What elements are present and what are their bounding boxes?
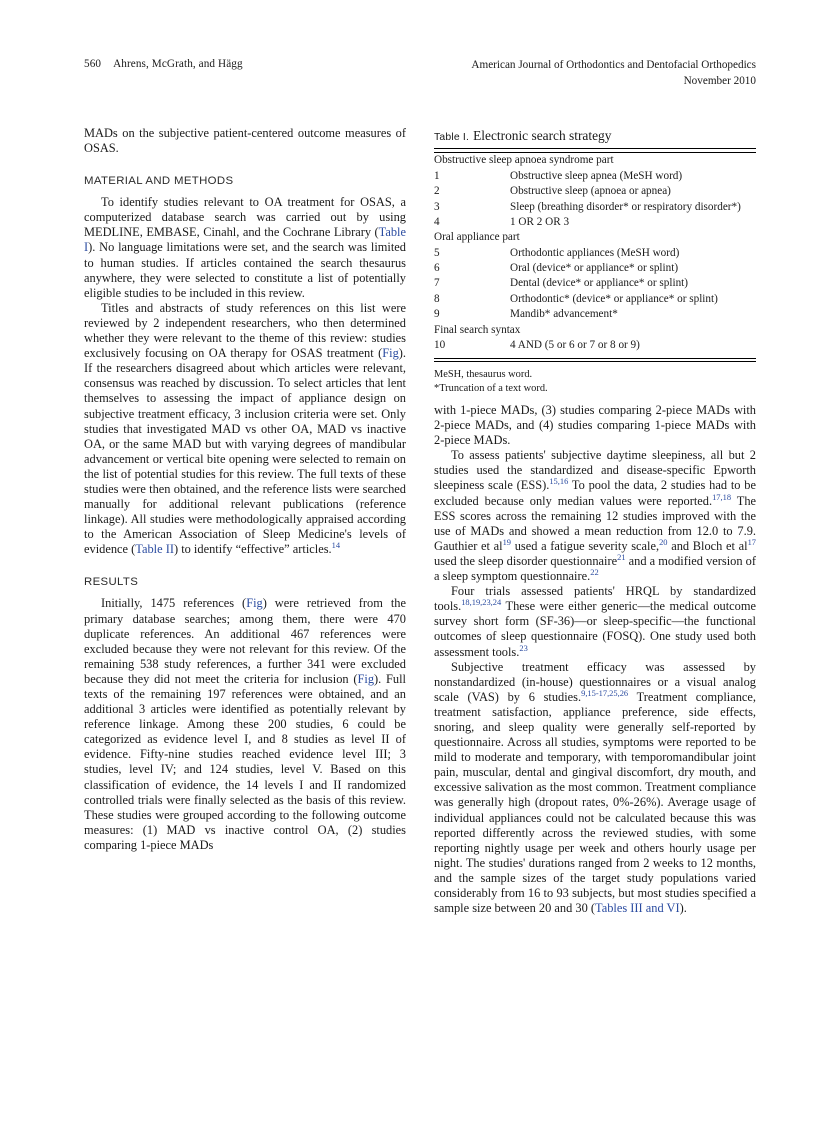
running-head-authors: Ahrens, McGrath, and Hägg (113, 58, 243, 70)
ess-text-a: To assess patients' subjective daytime sleepiness, all but 2 studies used the standardized and disease-specific Epworth sleepiness scale (ESS). (434, 448, 756, 493)
table-footnotes (434, 362, 756, 396)
paragraph-continued: MADs on the subjective patient-centered outcome measures of OSAS. (84, 126, 406, 156)
right-column (434, 403, 756, 916)
table-cell-term: Orthodontic* (device* or appliance* or splint) (510, 292, 718, 305)
table-cell-number: 10 (434, 338, 446, 351)
table-cell-number: 4 (434, 215, 440, 228)
methods-p2-text-a: Titles and abstracts of study references on this list were reviewed by 2 independent researchers, who then determined whether they were relevant to the theme of this review: studies exclusively focusing on OA therapy for OSAS treatment ( (84, 300, 406, 361)
methods-p1-text-a: To identify studies relevant to OA treatment for OSAS, a computerized database search was carried out by using MEDLINE, EMBASE, Cinahl, and the Cochrane Library ( (84, 195, 406, 240)
reference-marker-17-18[interactable]: 17,18 (712, 491, 732, 502)
table-title: Electronic search strategy (473, 128, 612, 143)
table-footnote: *Truncation of a text word. (434, 382, 548, 394)
reference-marker-23[interactable]: 23 (519, 642, 528, 653)
table-caption (434, 128, 756, 148)
table-label: Table I. (434, 132, 470, 143)
table-i-container (434, 128, 756, 396)
table-cell-term: Mandib* advancement* (510, 308, 618, 321)
table-cell-number: 6 (434, 262, 440, 275)
table-cell-term: Orthodontic appliances (MeSH word) (510, 246, 680, 259)
running-head (84, 58, 756, 100)
table-row (434, 184, 756, 199)
search-strategy-table (434, 153, 756, 353)
right-paragraph-hrql (434, 584, 756, 659)
link-table-ii[interactable]: Table II (135, 542, 174, 557)
table-row (434, 338, 756, 353)
efficacy-text-a: Subjective treatment efficacy was assessed by nonstandardized (in-house) questionnaires or a visual analog scale (VAS) by 6 studies. (434, 659, 756, 704)
results-p1-text-b: ) were retrieved from the primary database searches; among them, there were 470 duplicate references. An additional 467 references were excluded because they were not relevant for this review. Of the remaining 538 study references, a further 341 were excluded because they did not meet the criteria for inclusion ( (84, 596, 406, 686)
link-figure-1[interactable]: Fig (382, 346, 399, 361)
table-cell-number: 9 (434, 308, 440, 321)
table-footnote: MeSH, thesaurus word. (434, 368, 533, 380)
page-number: 560 (84, 58, 102, 70)
ess-text-c: The ESS scores across the remaining 12 studies improved with the use of MADs and showed a mean reduction from 12.0 to 7.9. Gauthier et al (434, 493, 757, 553)
heading-material-and-methods: MATERIAL AND METHODS (84, 175, 234, 188)
results-p1-text-c: ). Full texts of the remaining 197 references were obtained, and an additional 3 articles were identified as potentially relevant by reference linkage. Among these 200 studies, 6 could be categorized as evidence level I, and 8 studies as level II of evidence. Fifty-nine studies reached evidence level III; 3 studies, level IV; and 124 studies, level V. Based on this classification of evidence, the 14 levels I and II randomized controlled trials were finally selected as the basis of this review. These studies were grouped according to the following outcome measures: (1) MAD vs inactive control OA, (2) studies comparing 1-piece MADs (84, 671, 407, 852)
table-row (434, 230, 756, 245)
hrql-text-a: Four trials assessed patients' HRQL by standardized tools. (434, 584, 756, 614)
methods-p1-text-b: ). No language limitations were set, and the search was limited to human studies. If articles contained the search thesaurus anywhere, they were selected to constitute a list of potentially eligible studies to be included in this review. (84, 240, 406, 300)
table-cell-term: Obstructive sleep (apnoea or apnea) (510, 185, 671, 198)
table-cell-term: Obstructive sleep apnea (MeSH word) (510, 169, 683, 182)
link-figure-2[interactable]: Fig (246, 596, 263, 611)
hrql-text-b: These were either generic—the medical outcome survey short form (SF-36)—or sleep-specific—the functional outcomes of sleep questionnaire (FOSQ). One study used both assessment tools. (434, 599, 756, 659)
link-tables-iii-vi[interactable]: Tables III and VI (595, 901, 680, 916)
running-head-left (84, 58, 243, 70)
table-cell-term: Sleep (breathing disorder* or respiratory disorder*) (510, 200, 741, 213)
methods-paragraph-2 (84, 301, 406, 558)
table-row (434, 168, 756, 183)
table-cell-number: 2 (434, 185, 440, 198)
reference-marker-22[interactable]: 22 (590, 566, 599, 577)
efficacy-text-c: ). (679, 901, 687, 916)
table-row (434, 245, 756, 260)
table-group-heading: Oral appliance part (434, 231, 520, 244)
heading-results: RESULTS (84, 576, 139, 589)
table-cell-term: 1 OR 2 OR 3 (510, 215, 570, 228)
table-row (434, 307, 756, 322)
table-row (434, 276, 756, 291)
reference-marker-20[interactable]: 20 (659, 536, 668, 547)
table-row (434, 291, 756, 306)
table-cell-number: 7 (434, 277, 440, 290)
reference-marker-18-19-23-24[interactable]: 18,19,23,24 (461, 597, 502, 608)
right-paragraph-efficacy (434, 660, 756, 917)
table-cell-number: 1 (434, 169, 440, 182)
right-paragraph-ess (434, 448, 756, 584)
methods-p2-text-c: ) to identify “effective” articles. (173, 542, 332, 557)
reference-marker-17[interactable]: 17 (747, 536, 757, 547)
table-row (434, 322, 756, 337)
right-paragraph-continued: with 1-piece MADs, (3) studies comparing 2-piece MADs with 2-piece MADs, and (4) studies comparing 1-piece MADs with 2-piece MADs. (434, 403, 756, 448)
table-cell-term: Dental (device* or appliance* or splint) (510, 277, 689, 290)
table-row (434, 153, 756, 168)
ess-text-e: and Bloch et al (667, 538, 748, 553)
methods-paragraph-1 (84, 195, 406, 301)
ess-text-d: used a fatigue severity scale, (511, 538, 660, 553)
ess-text-g: and a modified version of a sleep symptom questionnaire. (434, 553, 756, 584)
results-paragraph-1 (84, 596, 406, 853)
table-row (434, 215, 756, 230)
ess-text-b: To pool the data, 2 studies had to be excluded because only median values were reported. (434, 478, 756, 508)
table-row (434, 261, 756, 276)
methods-p2-text-b: ). If the researchers disagreed about which articles were relevant, consensus was reached by discussion. To select articles that lent themselves to assessing the impact of appliance design on subjective treatment efficacy, 3 inclusion criteria were set. Only studies that investigated MAD vs other OA, MAD vs inactive OA, or the same MAD but with varying degrees of mandibular advancement or vertical bite opening were selected to remain on the list of potential studies for this review. The full texts of these studies were then obtained, and the reference lists were searched manually for additional relevant publications (reference linkage). All studies were methodologically appraised according to the American Association of Sleep Medicine's levels of evidence ( (84, 346, 406, 557)
table-cell-number: 8 (434, 292, 440, 305)
results-p1-text-a: Initially, 1475 references ( (101, 596, 247, 611)
table-group-heading: Final search syntax (434, 323, 521, 336)
journal-title: American Journal of Orthodontics and Dentofacial Orthopedics (471, 59, 756, 71)
table-group-heading: Obstructive sleep apnoea syndrome part (434, 154, 614, 167)
link-figure-3[interactable]: Fig (357, 671, 375, 686)
table-cell-term: 4 AND (5 or 6 or 7 or 8 or 9) (510, 338, 640, 351)
table-body (434, 153, 756, 353)
table-cell-number: 3 (434, 200, 440, 213)
table-row (434, 199, 756, 214)
reference-marker-9-15-17-25-26[interactable]: 9,15-17,25,26 (581, 687, 629, 698)
ess-text-f: used the sleep disorder questionnaire (434, 553, 618, 568)
reference-marker-21[interactable]: 21 (617, 551, 626, 562)
reference-marker-19[interactable]: 19 (502, 536, 512, 547)
efficacy-text-b: Treatment compliance, treatment satisfaction, appliance preference, side effects, snoring, and sleep quality were generally self-reported by questionnaire. Across all studies, symptoms were reported to be mild to moderate and temporary, with temporomandibular joint pain, muscular, dental and gingival discomfort, dry mouth, and excessive salivation as the most common. Treatment compliance was generally high (dropout rates, 0%-26%). Average usage of individual appliances could not be calculated because this was reported differently across the reviewed studies, with some reporting nightly usage per week and others hourly usage per night. The studies' durations ranged from 2 weeks to 12 months, and the sample sizes of the target study populations varied considerably from 16 to 93 subjects, but most studies specified a sample size between 20 and 30 ( (434, 689, 756, 916)
table-cell-term: Oral (device* or appliance* or splint) (510, 262, 679, 275)
table-cell-number: 5 (434, 246, 440, 259)
reference-marker-15-16[interactable]: 15,16 (549, 476, 569, 487)
left-column (84, 126, 406, 853)
link-table-i[interactable]: Table I (84, 225, 406, 255)
issue-date: November 2010 (683, 74, 756, 87)
reference-marker-14[interactable]: 14 (331, 540, 341, 551)
running-head-right (471, 58, 756, 89)
